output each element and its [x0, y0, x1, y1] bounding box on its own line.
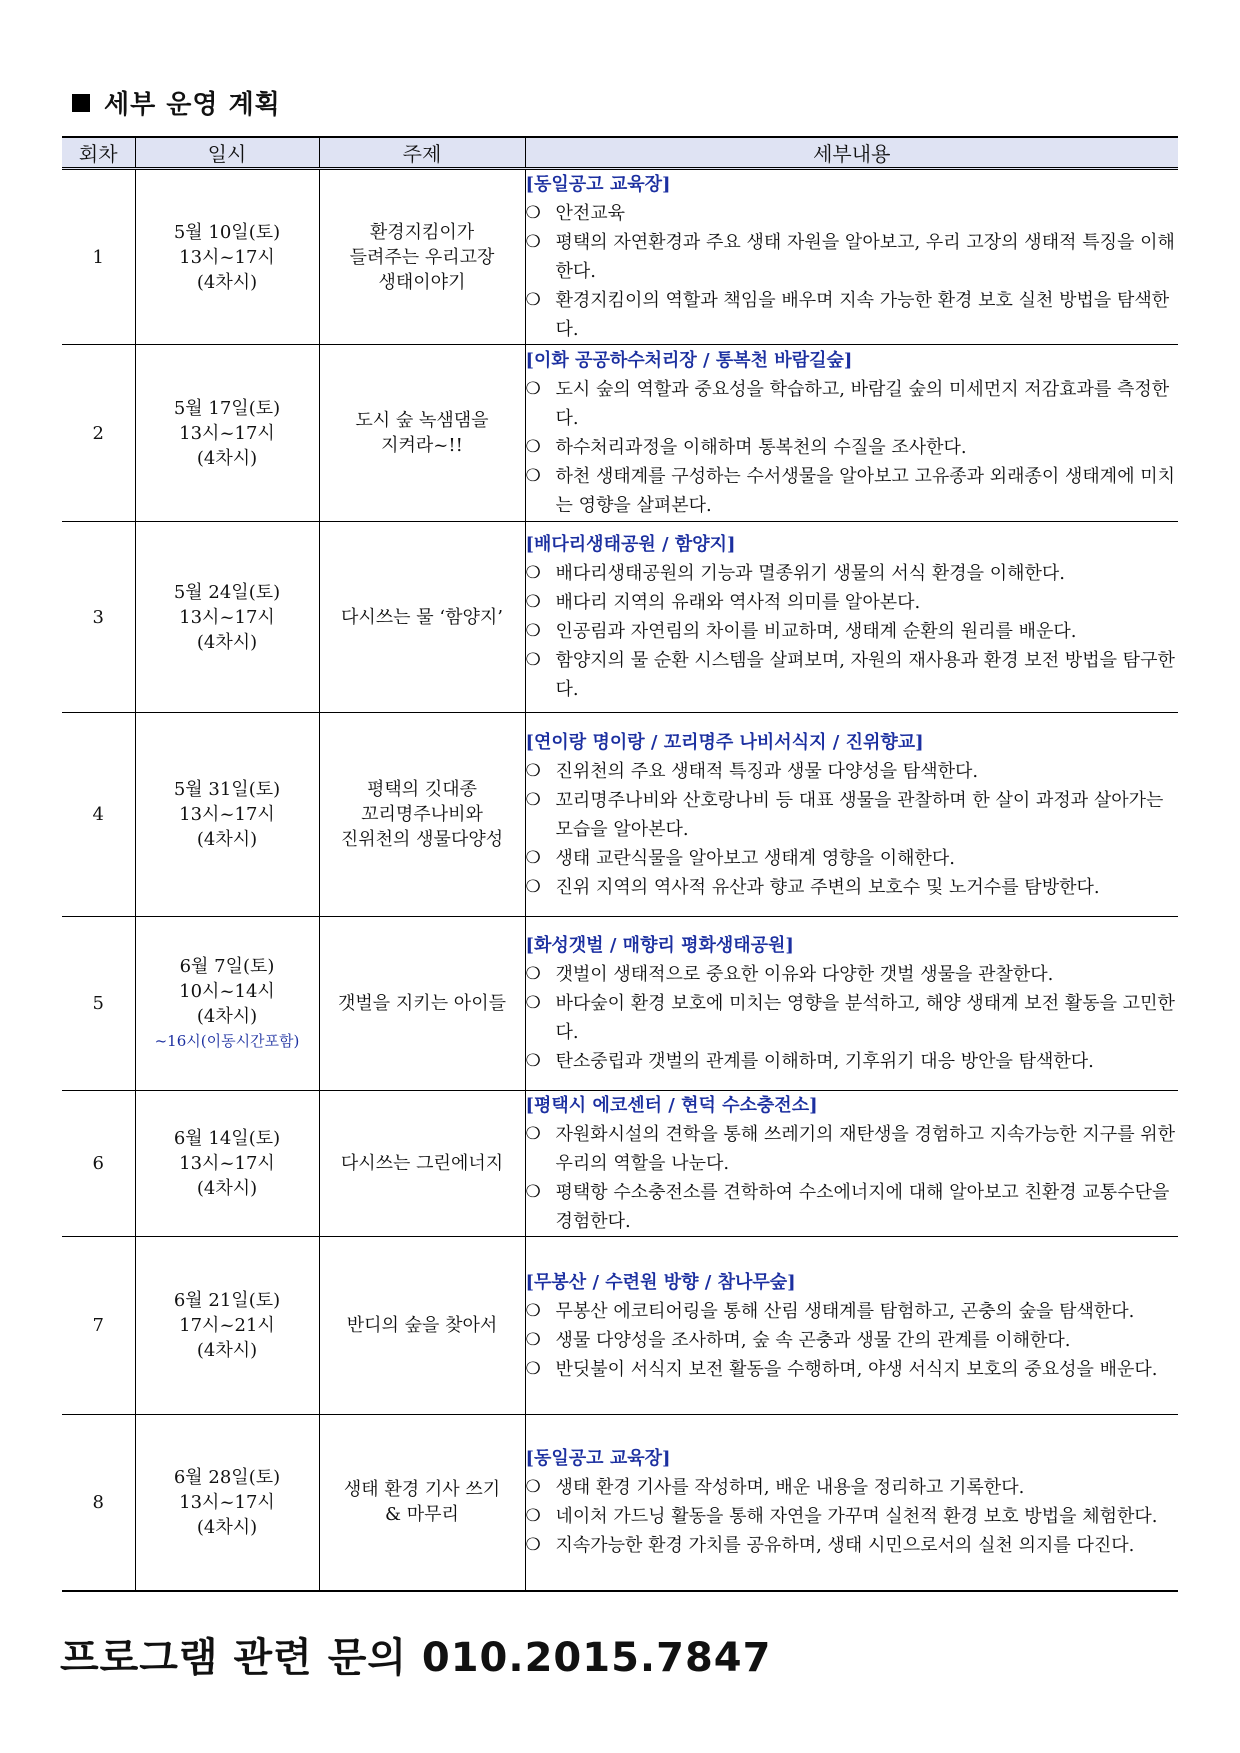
session-topic-cell	[319, 1091, 525, 1237]
table-header-row	[62, 137, 1178, 169]
session-detail-cell	[525, 917, 1178, 1091]
header-detail: 세부내용	[525, 137, 1178, 169]
table-row	[62, 1091, 1178, 1237]
schedule-table	[62, 136, 1178, 1592]
session-hours: (4차시)	[196, 1340, 258, 1361]
table-row	[62, 1415, 1178, 1591]
session-topic-line: 지켜라~!!	[381, 435, 463, 456]
session-place: [동일공고 교육장]	[525, 174, 671, 195]
session-time: 13시~17시	[179, 1153, 275, 1174]
square-bullet-icon	[72, 94, 90, 112]
header-date: 일시	[135, 137, 319, 169]
circle-bullet-icon: ❍	[525, 964, 541, 984]
session-number: 5	[62, 917, 135, 1091]
session-date: 5월 17일(토)	[173, 397, 281, 419]
session-date: 6월 21일(토)	[173, 1290, 281, 1311]
table-row	[62, 1237, 1178, 1415]
session-date-cell	[135, 522, 319, 713]
session-topic-line: 반디의 숲을 찾아서	[346, 1315, 498, 1336]
session-time-note: ~16시(이동시간포함)	[154, 1031, 300, 1050]
session-topic-cell	[319, 522, 525, 713]
table-row	[62, 169, 1178, 345]
session-time: 10시~14시	[179, 980, 275, 1002]
circle-bullet-icon: ❍	[525, 1300, 541, 1321]
session-detail-cell	[525, 522, 1178, 713]
session-date: 5월 24일(토)	[173, 581, 281, 603]
table-row	[62, 345, 1178, 522]
session-date: 6월 14일(토)	[173, 1128, 281, 1149]
header-topic: 주제	[319, 137, 525, 169]
session-date: 6월 28일(토)	[173, 1466, 281, 1488]
detail-item-text: 바다숲이 환경 보호에 미치는 영향을 분석하고, 해양 생태계 보전 활동을 고민한다.	[555, 993, 1175, 1043]
contact-info: 프로그램 관련 문의 010.2015.7847	[60, 1635, 772, 1681]
detail-item	[526, 199, 1179, 228]
detail-item	[526, 989, 1179, 1047]
session-detail-cell	[525, 713, 1178, 917]
section-title	[72, 84, 281, 121]
session-topic-line: 진위천의 생물다양성	[340, 829, 504, 850]
circle-bullet-icon: ❍	[525, 760, 541, 781]
detail-item	[526, 786, 1179, 844]
detail-item-text: 하수처리과정을 이해하며 통복천의 수질을 조사한다.	[555, 437, 967, 458]
circle-bullet-icon: ❍	[525, 1124, 541, 1144]
session-topic-line: 평택의 깃대종	[366, 779, 478, 800]
detail-item-text: 꼬리명주나비와 산호랑나비 등 대표 생물을 관찰하며 한 살이 과정과 살아가는 모습을 알아본다.	[555, 789, 1164, 840]
detail-item-text: 자원화시설의 견학을 통해 쓰레기의 재탄생을 경험하고 지속가능한 지구를 위한 우리의 역할을 나눈다.	[555, 1124, 1176, 1174]
session-hours: (4차시)	[196, 447, 258, 469]
session-date-cell	[135, 917, 319, 1091]
detail-item	[526, 617, 1179, 646]
circle-bullet-icon: ❍	[525, 1329, 541, 1350]
session-date: 5월 31일(토)	[173, 779, 281, 800]
session-topic-line: 갯벌을 지키는 아이들	[338, 993, 506, 1014]
session-time: 17시~21시	[179, 1315, 275, 1336]
session-date: 5월 10일(토)	[173, 221, 281, 243]
session-hours: (4차시)	[196, 1516, 258, 1538]
circle-bullet-icon: ❍	[525, 1051, 541, 1071]
circle-bullet-icon: ❍	[525, 563, 541, 583]
session-place: [이화 공공하수처리장 / 통복천 바람길숲]	[525, 350, 853, 371]
session-detail-cell	[525, 345, 1178, 522]
session-time: 13시~17시	[179, 422, 275, 444]
session-detail-cell	[525, 1415, 1178, 1591]
circle-bullet-icon: ❍	[525, 876, 541, 897]
detail-item-text: 무봉산 에코티어링을 통해 산림 생태계를 탐험하고, 곤충의 숲을 탐색한다.	[555, 1300, 1135, 1322]
session-place: [연이랑 명이랑 / 꼬리명주 나비서식지 / 진위향교]	[525, 731, 924, 753]
session-hours: (4차시)	[196, 1178, 258, 1199]
session-time: 13시~17시	[179, 1491, 275, 1513]
circle-bullet-icon: ❍	[525, 466, 541, 486]
detail-item-text: 진위천의 주요 생태적 특징과 생물 다양성을 탐색한다.	[555, 760, 979, 782]
detail-item-text: 안전교육	[555, 203, 626, 224]
detail-item-text: 생태 교란식물을 알아보고 생태계 영향을 이해한다.	[555, 847, 955, 869]
section-title-text: 세부 운영 계획	[104, 90, 281, 120]
circle-bullet-icon: ❍	[525, 1477, 541, 1498]
detail-item	[526, 433, 1179, 462]
session-number: 7	[62, 1237, 135, 1415]
session-date-cell	[135, 1091, 319, 1237]
detail-item	[526, 1531, 1179, 1560]
detail-item-text: 함양지의 물 순환 시스템을 살펴보며, 자원의 재사용과 환경 보전 방법을 탐구한다.	[555, 650, 1175, 700]
detail-item	[526, 462, 1179, 520]
detail-item	[526, 646, 1179, 704]
detail-item-text: 환경지킴이의 역할과 책임을 배우며 지속 가능한 환경 보호 실천 방법을 탐색한다.	[555, 290, 1170, 340]
session-number: 3	[62, 522, 135, 713]
circle-bullet-icon: ❍	[525, 232, 541, 252]
circle-bullet-icon: ❍	[525, 847, 541, 868]
session-number: 4	[62, 713, 135, 917]
session-date-cell	[135, 1415, 319, 1591]
detail-item	[526, 1297, 1179, 1326]
session-topic-line: 꼬리명주나비와	[361, 804, 483, 825]
detail-item	[526, 375, 1179, 433]
circle-bullet-icon: ❍	[525, 1506, 541, 1527]
session-detail-cell	[525, 1237, 1178, 1415]
circle-bullet-icon: ❍	[525, 290, 541, 310]
circle-bullet-icon: ❍	[525, 1182, 541, 1202]
circle-bullet-icon: ❍	[525, 789, 541, 810]
detail-item	[526, 1120, 1179, 1178]
detail-item	[526, 1502, 1179, 1531]
detail-item	[526, 960, 1179, 989]
session-topic-line: 다시쓰는 물 ‘함양지’	[341, 606, 503, 628]
session-hours: (4차시)	[196, 829, 258, 850]
detail-item	[526, 1326, 1179, 1355]
detail-item-text: 하천 생태계를 구성하는 수서생물을 알아보고 고유종과 외래종이 생태계에 미치는 영향을 살펴본다.	[555, 466, 1176, 516]
circle-bullet-icon: ❍	[525, 379, 541, 399]
circle-bullet-icon: ❍	[525, 1535, 541, 1556]
detail-item	[526, 844, 1179, 873]
detail-item-text: 진위 지역의 역사적 유산과 향교 주변의 보호수 및 노거수를 탐방한다.	[555, 876, 1100, 898]
detail-item-text: 평택항 수소충전소를 견학하여 수소에너지에 대해 알아보고 친환경 교통수단을 경험한다.	[555, 1182, 1170, 1232]
detail-item	[526, 1473, 1179, 1502]
session-topic-cell	[319, 1415, 525, 1591]
table-row	[62, 713, 1178, 917]
detail-item	[526, 588, 1179, 617]
table-row	[62, 917, 1178, 1091]
detail-item	[526, 286, 1179, 344]
detail-item-text: 생태 환경 기사를 작성하며, 배운 내용을 정리하고 기록한다.	[555, 1477, 1025, 1499]
session-date: 6월 7일(토)	[179, 955, 275, 977]
detail-item	[526, 1047, 1179, 1076]
session-topic-cell	[319, 917, 525, 1091]
session-place: [동일공고 교육장]	[525, 1448, 671, 1470]
session-detail-cell	[525, 169, 1178, 345]
session-place: [무봉산 / 수련원 방향 / 참나무숲]	[525, 1271, 796, 1293]
session-topic-line: 들려주는 우리고장	[349, 246, 495, 268]
session-date-cell	[135, 169, 319, 345]
session-date-cell	[135, 345, 319, 522]
session-topic-line: 다시쓰는 그린에너지	[340, 1153, 504, 1174]
detail-item-text: 배다리 지역의 유래와 역사적 의미를 알아본다.	[555, 592, 921, 613]
session-hours: (4차시)	[196, 1005, 258, 1027]
detail-item	[526, 228, 1179, 286]
session-number: 6	[62, 1091, 135, 1237]
detail-item	[526, 1355, 1179, 1384]
session-date-cell	[135, 1237, 319, 1415]
session-topic-line: 생태이야기	[378, 271, 466, 293]
detail-item-text: 인공림과 자연림의 차이를 비교하며, 생태계 순환의 원리를 배운다.	[555, 621, 1077, 642]
session-topic-line: 생태 환경 기사 쓰기	[343, 1479, 501, 1501]
circle-bullet-icon: ❍	[525, 993, 541, 1013]
session-detail-cell	[525, 1091, 1178, 1237]
session-date-cell	[135, 713, 319, 917]
detail-item-text: 반딧불이 서식지 보전 활동을 수행하며, 야생 서식지 보호의 중요성을 배운다.	[555, 1358, 1158, 1380]
circle-bullet-icon: ❍	[525, 437, 541, 457]
circle-bullet-icon: ❍	[525, 621, 541, 641]
detail-item	[526, 559, 1179, 588]
detail-item-text: 지속가능한 환경 가치를 공유하며, 생태 시민으로서의 실천 의지를 다진다.	[555, 1535, 1135, 1557]
session-number: 2	[62, 345, 135, 522]
session-place: [평택시 에코센터 / 현덕 수소충전소]	[525, 1095, 818, 1116]
detail-item-text: 도시 숲의 역할과 중요성을 학습하고, 바람길 숲의 미세먼지 저감효과를 측정한다.	[555, 379, 1170, 429]
circle-bullet-icon: ❍	[525, 592, 541, 612]
circle-bullet-icon: ❍	[525, 650, 541, 670]
session-number: 8	[62, 1415, 135, 1591]
session-hours: (4차시)	[196, 271, 258, 293]
detail-item-text: 배다리생태공원의 기능과 멸종위기 생물의 서식 환경을 이해한다.	[555, 563, 1066, 584]
detail-item-text: 갯벌이 생태적으로 중요한 이유와 다양한 갯벌 생물을 관찰한다.	[555, 964, 1054, 985]
table-row	[62, 522, 1178, 713]
session-time: 13시~17시	[179, 246, 275, 268]
session-time: 13시~17시	[179, 606, 275, 628]
detail-item	[526, 1178, 1179, 1236]
session-number: 1	[62, 169, 135, 345]
session-topic-line: 환경지킴이가	[369, 221, 475, 243]
session-place: [화성갯벌 / 매향리 평화생태공원]	[525, 935, 794, 956]
detail-item	[526, 757, 1179, 786]
session-topic-cell	[319, 713, 525, 917]
detail-item-text: 평택의 자연환경과 주요 생태 자원을 알아보고, 우리 고장의 생태적 특징을 이해한다.	[555, 232, 1175, 282]
session-topic-line: 도시 숲 녹샘댐을	[355, 410, 489, 431]
session-place: [배다리생태공원 / 함양지]	[525, 534, 736, 555]
session-hours: (4차시)	[196, 631, 258, 653]
session-topic-cell	[319, 345, 525, 522]
circle-bullet-icon: ❍	[525, 1358, 541, 1379]
header-session-no: 회차	[62, 137, 135, 169]
detail-item-text: 생물 다양성을 조사하며, 숲 속 곤충과 생물 간의 관계를 이해한다.	[555, 1329, 1071, 1351]
session-topic-line: & 마무리	[385, 1504, 459, 1526]
detail-item	[526, 873, 1179, 902]
detail-item-text: 네이처 가드닝 활동을 통해 자연을 가꾸며 실천적 환경 보호 방법을 체험한다.	[555, 1506, 1158, 1528]
session-topic-cell	[319, 1237, 525, 1415]
circle-bullet-icon: ❍	[525, 203, 541, 223]
session-time: 13시~17시	[179, 804, 275, 825]
session-topic-cell	[319, 169, 525, 345]
detail-item-text: 탄소중립과 갯벌의 관계를 이해하며, 기후위기 대응 방안을 탐색한다.	[555, 1051, 1094, 1072]
